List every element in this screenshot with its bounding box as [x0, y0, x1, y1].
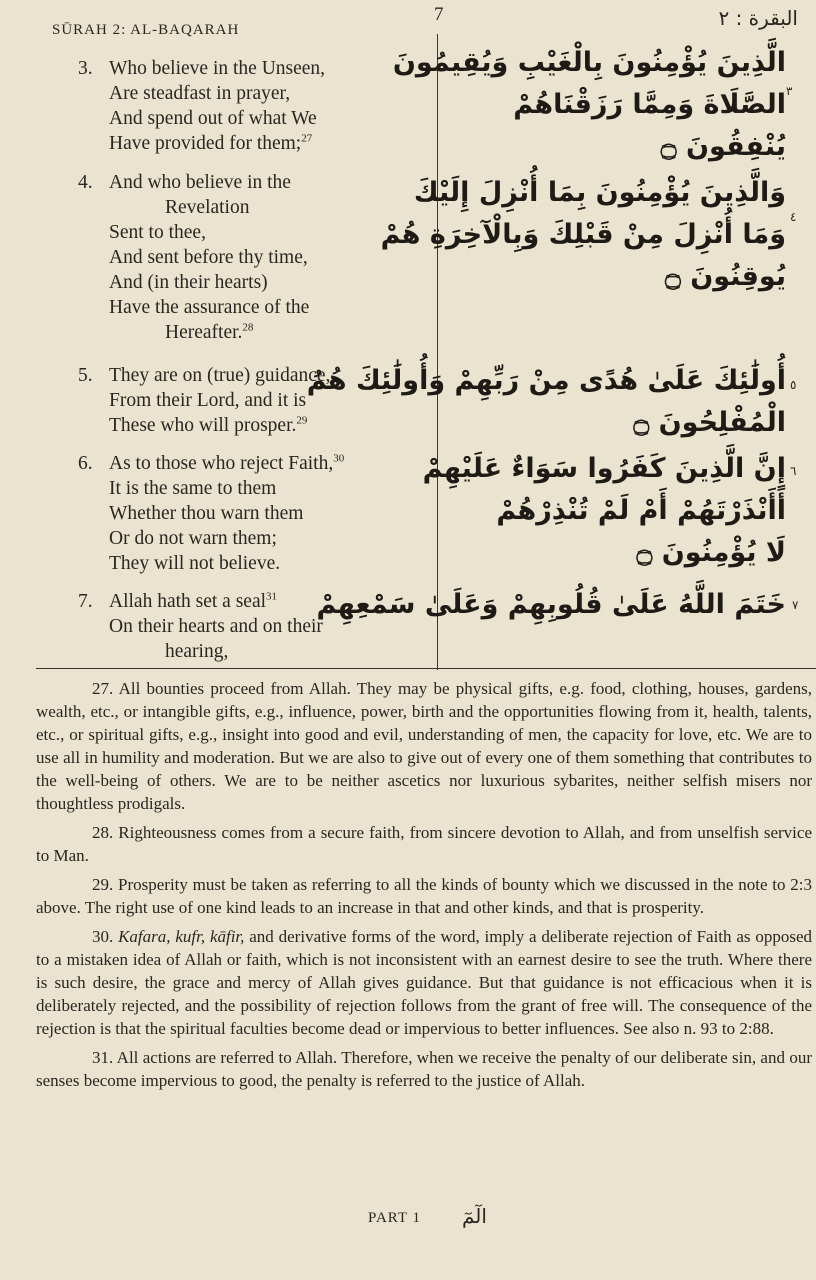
- verse-line: They are on (true) guidance,: [109, 365, 331, 386]
- surah-header: SŪRAH 2: AL-BAQARAH: [52, 22, 240, 38]
- arabic-line: الَّذِينَ يُؤْمِنُونَ بِالْغَيْبِ وَيُقِيمُونَ: [392, 47, 786, 78]
- arabic-line: لَا يُؤْمِنُونَ ۝: [636, 537, 786, 568]
- arabic-line: يُنْفِقُونَ ۝: [660, 131, 786, 162]
- verse-6-arabic: [416, 448, 786, 574]
- footnote-italic-terms: Kafara, kufr, kāfir,: [118, 927, 245, 946]
- arabic-line: الْمُفْلِحُونَ ۝: [633, 407, 786, 438]
- verse-line: And sent before thy time,: [109, 247, 308, 268]
- footnote-ref[interactable]: 28: [242, 321, 254, 334]
- arabic-line: الصَّلَاةَ وَمِمَّا رَزَقْنَاهُمْ: [513, 89, 786, 120]
- verse-3-english: [78, 56, 428, 156]
- footnote-ref[interactable]: 30: [333, 452, 345, 465]
- verse-number: 4.: [78, 172, 93, 193]
- verse-number: 6.: [78, 453, 93, 474]
- verse-line: [109, 413, 428, 438]
- arabic-verse-number: ٤: [790, 210, 797, 224]
- page-number: 7: [434, 4, 444, 25]
- arabic-verse-number: ٧: [792, 598, 799, 612]
- part-label: PART 1: [368, 1210, 422, 1226]
- verse-5-arabic: [306, 360, 786, 444]
- arabic-line: يُوقِنُونَ ۝: [665, 261, 786, 292]
- verse-line: And (in their hearts): [109, 272, 268, 293]
- verse-line: It is the same to them: [109, 478, 277, 499]
- arabic-verse-number: ٦: [790, 464, 797, 478]
- verse-line: Are steadfast in prayer,: [109, 83, 291, 104]
- verse-4-english: [78, 170, 428, 345]
- footnote-29: 29. Prosperity must be taken as referring to all the kinds of bounty which we discussed in the note to 2:3 above. The right use of one kind leads to an increase in that and other kinds, and that is prosperity.: [36, 875, 812, 917]
- verse-line: Or do not warn them;: [109, 528, 277, 549]
- verse-line: On their hearts and on their: [109, 616, 323, 637]
- verse-number: 7.: [78, 591, 93, 612]
- verse-line-text: These who will prosper.: [109, 415, 297, 436]
- verse-line: hearing,: [165, 641, 229, 662]
- verse-line: Have the assurance of the: [109, 297, 310, 318]
- footnote-ref[interactable]: 27: [301, 132, 313, 145]
- footnote-27: 27. All bounties proceed from Allah. They may be physical gifts, e.g. food, clothing, houses, gardens, wealth, etc., or intangible gifts, e.g., influence, power, birth and the opportunities flowing from it, health, talents, etc., or spiritual gifts, e.g., insight into good and evil, understanding of men, the capacity for love, etc. We are to use all in humility and moderation. But we are also to give out of every one of them something that contributes to the well-being of others. We are to be neither ascetics nor luxurious sybarites, neither selfish misers nor thoughtless prodigals.: [36, 679, 812, 813]
- verse-6-english: [78, 451, 428, 576]
- verse-line: And who believe in the: [109, 172, 291, 193]
- verse-line: Revelation: [165, 197, 250, 218]
- verse-line-text: Allah hath set a seal: [109, 591, 267, 612]
- verse-line: Whether thou warn them: [109, 503, 304, 524]
- verse-line: [109, 451, 428, 476]
- verse-line-text: As to those who reject Faith,: [109, 453, 334, 474]
- verse-line: From their Lord, and it is: [109, 390, 307, 411]
- footnote-separator: [36, 668, 816, 669]
- verse-line: Sent to thee,: [109, 222, 206, 243]
- arabic-verse-number: ٣: [786, 84, 793, 98]
- verse-line: [109, 320, 428, 345]
- footnote-ref[interactable]: 29: [296, 414, 308, 427]
- footnote-30: [36, 925, 812, 1040]
- arabic-line: إِنَّ الَّذِينَ كَفَرُوا سَوَاءٌ عَلَيْهِمْ: [422, 453, 786, 484]
- footnotes: [36, 677, 812, 1092]
- footnote-number: 30.: [92, 927, 119, 946]
- verse-line: [109, 131, 428, 156]
- footnote-text: and derivative forms of the word, imply a deliberate rejection of Faith as opposed to a mistaken idea of Allah or faith, which is not inconsistent with an earnest desire to see the truth. Where there is such desire, the grace and mercy of Allah gives guidance. But that guidance is not efficacious when it is deliberately rejected, and the possibility of rejection follows from the grant of free will. The consequence of the rejection is that the spiritual faculties become dead or impervious to better influences. See also n. 93 to 2:88.: [36, 927, 813, 1038]
- footnote-31: 31. All actions are referred to Allah. Therefore, when we receive the penalty of our deliberate sin, and our senses become impervious to good, the penalty is referred to the justice of Allah.: [36, 1048, 812, 1090]
- verse-4-arabic: [380, 172, 786, 298]
- footnote-28: 28. Righteousness comes from a secure faith, from sincere devotion to Allah, and from unselfish service to Man.: [36, 823, 812, 865]
- arabic-verse-number: ٥: [790, 378, 797, 392]
- verse-line-text: Have provided for them;: [109, 133, 302, 154]
- verse-line: And spend out of what We: [109, 108, 317, 129]
- arabic-surah-title: البقرة : ٢: [718, 6, 798, 30]
- arabic-line: خَتَمَ اللَّهُ عَلَىٰ قُلُوبِهِمْ وَعَلَىٰ سَمْعِهِمْ: [316, 589, 786, 620]
- arabic-line: وَالَّذِينَ يُؤْمِنُونَ بِمَا أُنْزِلَ إِلَيْكَ: [413, 177, 786, 208]
- part-arabic: الٓمٓ: [462, 1204, 487, 1228]
- verse-line: They will not believe.: [109, 553, 281, 574]
- verse-line: Who believe in the Unseen,: [109, 58, 326, 79]
- footnote-ref[interactable]: 31: [266, 590, 278, 603]
- verse-number: 5.: [78, 365, 93, 386]
- arabic-line: وَمَا أُنْزِلَ مِنْ قَبْلِكَ وَبِالْآخِرَةِ هُمْ: [380, 219, 786, 250]
- verse-number: 3.: [78, 58, 93, 79]
- verse-7-arabic: [316, 584, 786, 626]
- verse-3-arabic: [392, 42, 786, 168]
- verse-line-text: Hereafter.: [165, 322, 243, 343]
- arabic-line: أَأَنْذَرْتَهُمْ أَمْ لَمْ تُنْذِرْهُمْ: [496, 495, 786, 526]
- arabic-line: أُولَٰئِكَ عَلَىٰ هُدًى مِنْ رَبِّهِمْ وَأُولَٰئِكَ هُمُ: [306, 365, 786, 396]
